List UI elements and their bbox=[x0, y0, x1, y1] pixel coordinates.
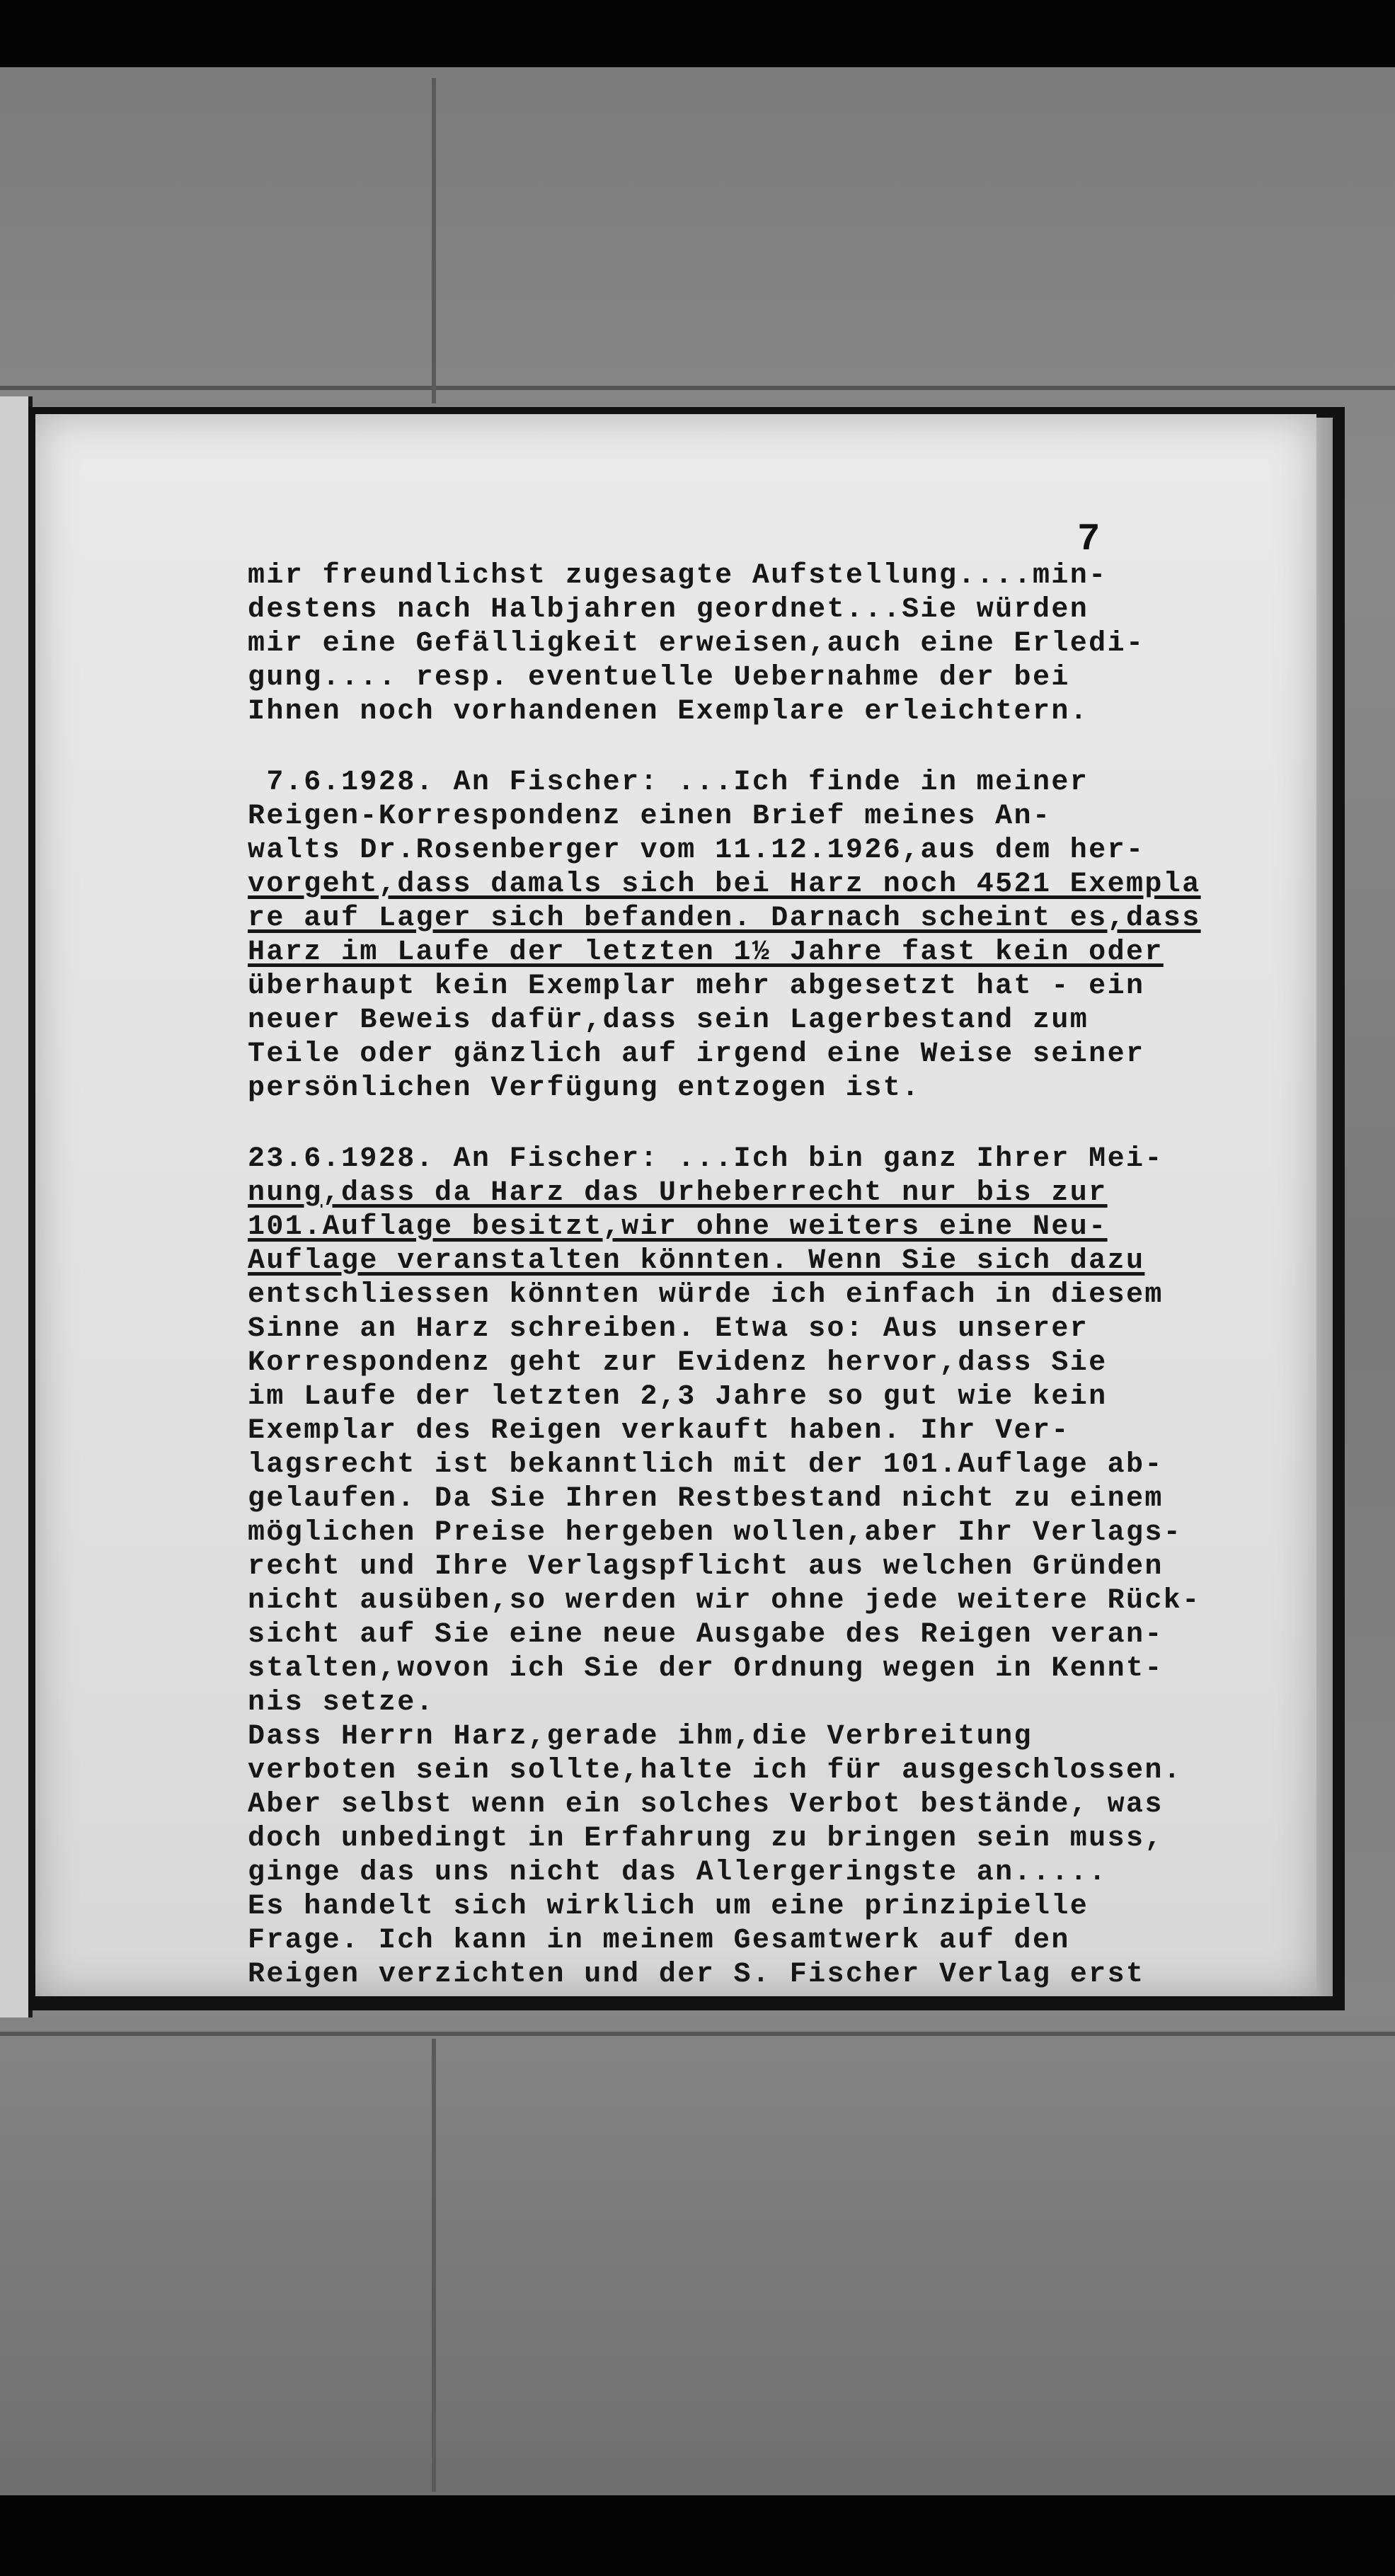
mount-seam-lower bbox=[432, 2039, 436, 2492]
text-line: 7.6.1928. An Fischer: ...Ich finde in meiner bbox=[248, 767, 1089, 798]
mount-fold-bottom bbox=[0, 2032, 1395, 2036]
text-line-underlined: Harz im Laufe der letzten 1½ Jahre fast kein oder bbox=[248, 937, 1164, 968]
text-line: sicht auf Sie eine neue Ausgabe des Reigen veran- bbox=[248, 1619, 1164, 1651]
text-line: Ihnen noch vorhandenen Exemplare erleichtern. bbox=[248, 696, 1089, 728]
text-line: stalten,wovon ich Sie der Ordnung wegen in Kennt- bbox=[248, 1653, 1164, 1685]
text-line: 23.6.1928. An Fischer: ...Ich bin ganz Ihrer Mei- bbox=[248, 1143, 1164, 1175]
typed-text-body bbox=[248, 559, 1260, 1992]
text-line-underlined: re auf Lager sich befanden. Darnach scheint es,dass bbox=[248, 903, 1201, 934]
text-line: Frage. Ich kann in meinem Gesamtwerk auf den bbox=[248, 1925, 1070, 1957]
text-line: lagsrecht ist bekanntlich mit der 101.Auflage ab- bbox=[248, 1449, 1164, 1481]
text-line: ginge das uns nicht das Allergeringste an..... bbox=[248, 1857, 1108, 1889]
mount-fold-top bbox=[0, 386, 1395, 390]
text-line: gelaufen. Da Sie Ihren Restbestand nicht zu einem bbox=[248, 1483, 1164, 1515]
text-line-underlined: nung,dass da Harz das Urheberrecht nur bis zur bbox=[248, 1177, 1108, 1209]
text-line: entschliessen könnten würde ich einfach in diesem bbox=[248, 1279, 1164, 1311]
text-line: im Laufe der letzten 2,3 Jahre so gut wie kein bbox=[248, 1381, 1108, 1413]
text-line: mir freundlichst zugesagte Aufstellung....min- bbox=[248, 560, 1108, 592]
text-line: Reigen verzichten und der S. Fischer Verlag erst bbox=[248, 1959, 1145, 1991]
paragraph-2 bbox=[248, 766, 1260, 1106]
text-line: möglichen Preise hergeben wollen,aber Ihr Verlags- bbox=[248, 1517, 1183, 1549]
text-line: neuer Beweis dafür,dass sein Lagerbestand zum bbox=[248, 1004, 1089, 1036]
text-line: Teile oder gänzlich auf irgend eine Weise seiner bbox=[248, 1038, 1145, 1070]
text-line-underlined: 101.Auflage besitzt,wir ohne weiters eine Neu- bbox=[248, 1211, 1108, 1243]
text-line: persönlichen Verfügung entzogen ist. bbox=[248, 1072, 921, 1104]
text-line: Dass Herrn Harz,gerade ihm,die Verbreitung bbox=[248, 1721, 1033, 1753]
text-line: nis setze. bbox=[248, 1687, 435, 1719]
text-line: Sinne an Harz schreiben. Etwa so: Aus unserer bbox=[248, 1313, 1089, 1345]
paragraph-3 bbox=[248, 1143, 1260, 1992]
text-line-underlined: vorgeht,dass damals sich bei Harz noch 4521 Exempla bbox=[248, 869, 1201, 900]
text-line: gung.... resp. eventuelle Uebernahme der bei bbox=[248, 662, 1070, 694]
text-line: mir eine Gefälligkeit erweisen,auch eine Erledi- bbox=[248, 628, 1145, 660]
text-line: nicht ausüben,so werden wir ohne jede weitere Rück- bbox=[248, 1585, 1201, 1617]
text-line: überhaupt kein Exemplar mehr abgesetzt hat - ein bbox=[248, 971, 1145, 1002]
text-line: recht und Ihre Verlagspflicht aus welchen Gründen bbox=[248, 1551, 1164, 1583]
text-line: destens nach Halbjahren geordnet...Sie würden bbox=[248, 594, 1089, 626]
text-line: verboten sein sollte,halte ich für ausgeschlossen. bbox=[248, 1755, 1183, 1787]
text-line: Korrespondenz geht zur Evidenz hervor,dass Sie bbox=[248, 1347, 1108, 1379]
page-number: 7 bbox=[1077, 518, 1101, 561]
text-line: doch unbedingt in Erfahrung zu bringen sein muss, bbox=[248, 1823, 1164, 1855]
text-line: Reigen-Korrespondenz einen Brief meines An- bbox=[248, 801, 1052, 832]
text-line: walts Dr.Rosenberger vom 11.12.1926,aus dem her- bbox=[248, 835, 1145, 866]
text-line: Exemplar des Reigen verkauft haben. Ihr Ver- bbox=[248, 1415, 1070, 1447]
text-line-underlined: Auflage veranstalten könnten. Wenn Sie sich dazu bbox=[248, 1245, 1145, 1277]
mount-seam-upper bbox=[432, 78, 436, 403]
paragraph-1 bbox=[248, 559, 1260, 729]
text-line: Es handelt sich wirklich um eine prinzipielle bbox=[248, 1891, 1089, 1923]
text-line: Aber selbst wenn ein solches Verbot bestände, was bbox=[248, 1789, 1164, 1821]
